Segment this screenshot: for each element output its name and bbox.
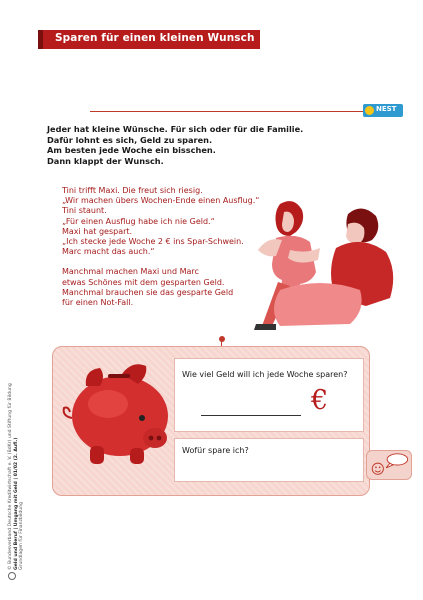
story-line: „Ich stecke jede Woche 2 € ins Spar-Schwein. — [62, 237, 244, 247]
nest-label: NEST — [376, 105, 397, 113]
header-rule — [90, 111, 400, 112]
intro-line: Am besten jede Woche ein bisschen. — [47, 145, 216, 156]
credit-line: © Bundesverband Deutsche Kreditwirtschaft e. V. (BdKr) und Stiftung für Bildung — [8, 383, 13, 570]
savings-goal-panel — [174, 438, 364, 482]
page-corner-icon — [8, 572, 16, 580]
page-title: Sparen für einen kleinen Wunsch — [55, 32, 255, 44]
intro-paragraph — [47, 124, 307, 166]
amount-answer-line[interactable] — [201, 415, 301, 416]
title-bar — [38, 30, 260, 49]
story-line: Maxi hat gespart. — [62, 226, 133, 236]
pin-icon — [219, 336, 225, 342]
story-line: etwas Schönes mit dem gesparten Geld. — [62, 277, 225, 287]
story-line: Tini trifft Maxi. Die freut sich riesig. — [62, 186, 203, 195]
story-line: „Wir machen übers Wochen-Ende einen Ausflug.“ — [62, 196, 260, 206]
credit-line: Geld und Beruf | Umgang mit Geld | 01/02 (2. Aufl.) — [13, 437, 19, 570]
goal-answer-area[interactable] — [181, 459, 357, 477]
savings-amount-panel — [174, 358, 364, 432]
piggy-bank-icon — [60, 352, 178, 470]
smiley-speech-icon — [366, 450, 412, 480]
nest-logo-icon — [365, 106, 374, 115]
story-line: Manchmal brauchen sie das gesparte Geld — [62, 287, 234, 297]
question-weekly-savings: Wie viel Geld will ich jede Woche sparen? — [182, 370, 348, 379]
side-credit — [8, 383, 28, 570]
two-people-illustration — [240, 190, 402, 330]
story-line: Marc macht das auch.“ — [62, 247, 155, 257]
euro-symbol: € — [311, 385, 329, 416]
question-savings-goal: Wofür spare ich? — [182, 446, 249, 455]
story-line: für einen Not-Fall. — [62, 298, 134, 308]
intro-line: Dafür lohnt es sich, Geld zu sparen. — [47, 134, 213, 145]
intro-line: Jeder hat kleine Wünsche. Für sich oder für die Familie. — [47, 124, 304, 134]
intro-line: Dann klappt der Wunsch. — [47, 155, 164, 166]
story-line: Tini staunt. — [62, 206, 107, 216]
credit-line: Grundlagen für Finanzbildung — [19, 501, 25, 570]
nest-badge — [363, 104, 403, 117]
story-line: „Für einen Ausflug habe ich nie Geld.“ — [62, 216, 215, 226]
story-line: Manchmal machen Maxi und Marc — [62, 267, 199, 277]
